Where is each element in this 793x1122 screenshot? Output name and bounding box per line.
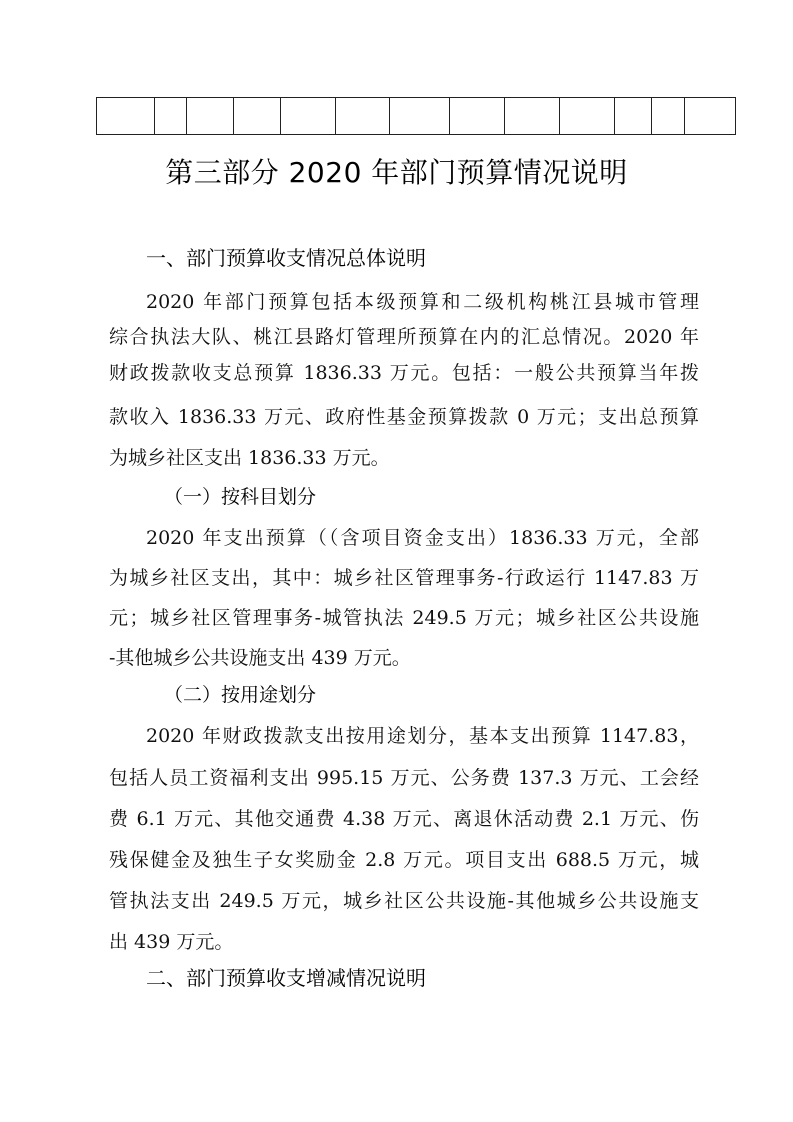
subsection-1-heading: （一）按科目划分: [164, 486, 317, 508]
section-1-heading: 一、部门预算收支情况总体说明: [146, 246, 426, 270]
section-1-paragraph-line: 财政拨款收支总预算 1836.33 万元。包括：一般公共预算当年拨: [109, 362, 699, 384]
subsection-2-paragraph-line: 管执法支出 249.5 万元，城乡社区公共设施-其他城乡公共设施支: [109, 890, 699, 912]
header-table-cell: [505, 98, 560, 135]
subsection-2-paragraph-line: 残保健金及独生子女奖励金 2.8 万元。项目支出 688.5 万元，城: [109, 849, 699, 871]
section-1-paragraph-line: 款收入 1836.33 万元、政府性基金预算拨款 0 万元；支出总预算: [109, 406, 699, 428]
subsection-2-heading: （二）按用途划分: [164, 684, 317, 706]
header-table-cell: [155, 98, 187, 135]
subsection-2-paragraph-line: 2020 年财政拨款支出按用途划分，基本支出预算 1147.83，: [146, 725, 699, 747]
header-table-cell: [187, 98, 234, 135]
subsection-2-paragraph-line: 出 439 万元。: [109, 931, 234, 953]
page-title: 第三部分 2020 年部门预算情况说明: [165, 156, 628, 189]
subsection-1-paragraph-line: 2020 年支出预算（（含项目资金支出）1836.33 万元，全部: [146, 527, 699, 549]
header-table-cell: [97, 98, 155, 135]
header-table-cell: [336, 98, 390, 135]
header-table-cell: [685, 98, 736, 135]
section-1-paragraph-line: 为城乡社区支出 1836.33 万元。: [109, 447, 390, 469]
subsection-1-paragraph-line: -其他城乡公共设施支出 439 万元。: [109, 647, 411, 669]
subsection-2-paragraph-line: 费 6.1 万元、其他交通费 4.38 万元、离退休活动费 2.1 万元、伤: [109, 808, 699, 830]
subsection-1-paragraph-line: 为城乡社区支出，其中：城乡社区管理事务-行政运行 1147.83 万: [109, 567, 699, 589]
header-table-row: [97, 98, 736, 135]
header-table-cell: [560, 98, 615, 135]
header-table-cell: [652, 98, 685, 135]
header-table-cell: [450, 98, 505, 135]
header-table: [96, 97, 736, 135]
header-table-cell: [281, 98, 336, 135]
section-2-heading: 二、部门预算收支增减情况说明: [146, 966, 426, 990]
section-1-paragraph-line: 2020 年部门预算包括本级预算和二级机构桃江县城市管理: [146, 291, 699, 313]
header-table-cell: [615, 98, 652, 135]
subsection-1-paragraph-line: 元；城乡社区管理事务-城管执法 249.5 万元；城乡社区公共设施: [109, 607, 699, 629]
section-1-paragraph-line: 综合执法大队、桃江县路灯管理所预算在内的汇总情况。2020 年: [109, 326, 699, 348]
subsection-2-paragraph-line: 包括人员工资福利支出 995.15 万元、公务费 137.3 万元、工会经: [109, 767, 699, 789]
header-table-cell: [234, 98, 281, 135]
header-table-cell: [390, 98, 450, 135]
